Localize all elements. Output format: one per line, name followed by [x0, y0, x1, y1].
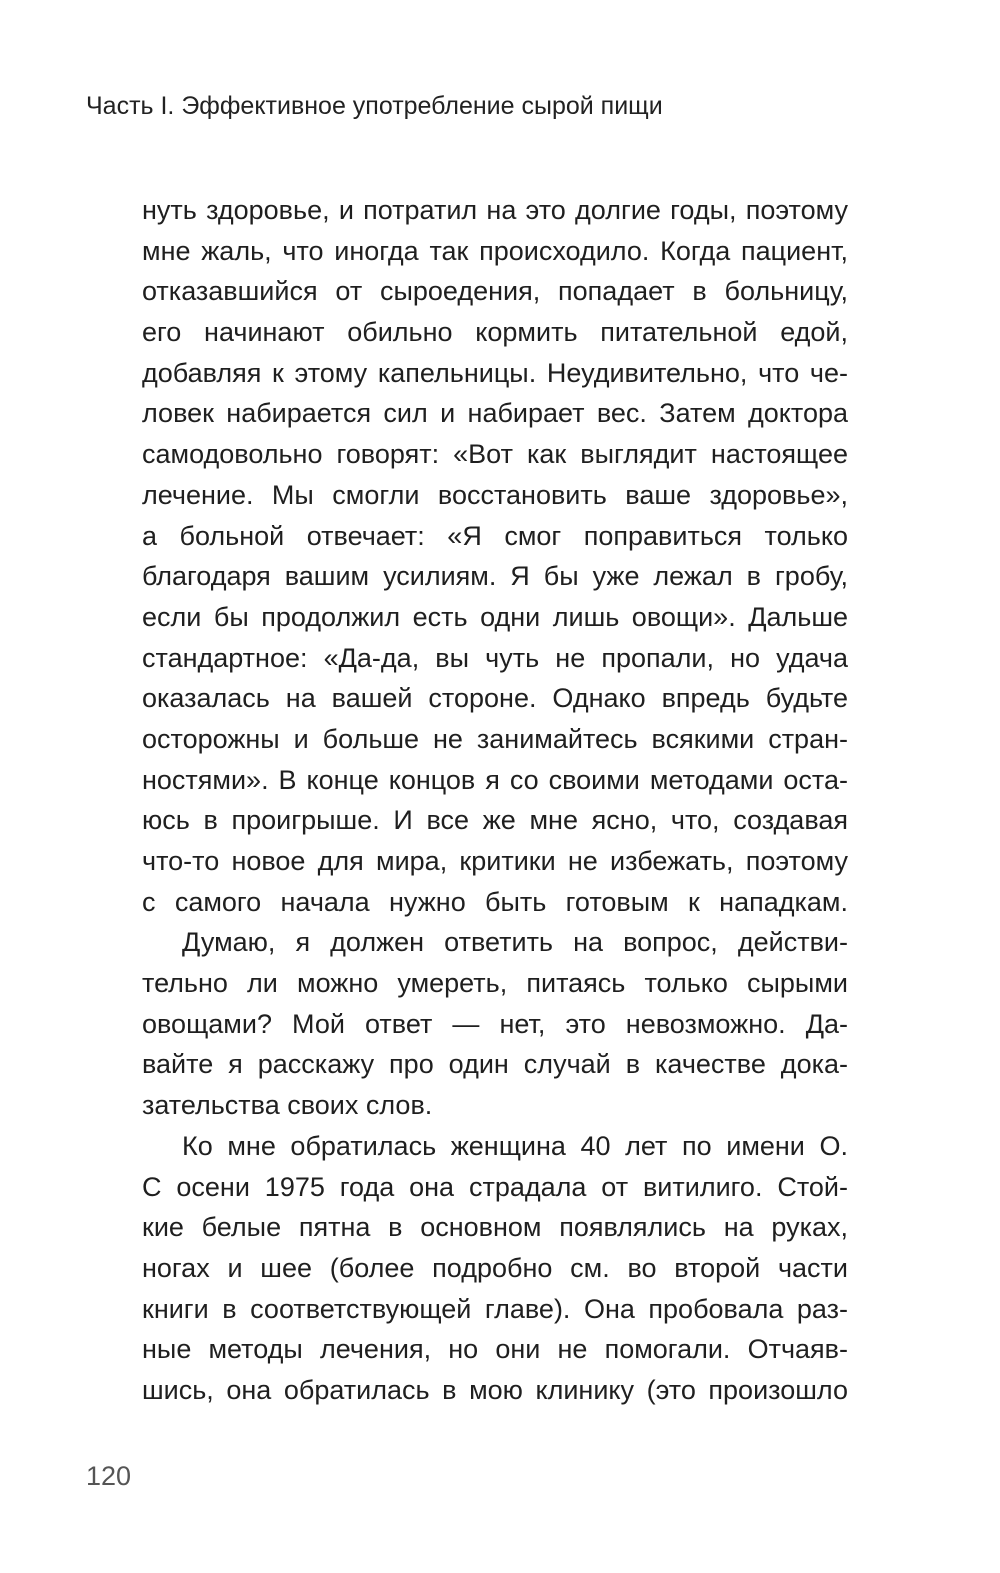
text-line: юсь в проигрыше. И все же мне ясно, что, создавая [142, 805, 848, 836]
text-line: тельно ли можно умереть, питаясь только сырыми [142, 968, 848, 999]
text-line: с самого начала нужно быть готовым к нападкам. [142, 886, 848, 917]
text-line: С осени 1975 года она страдала от витилиго. Стой- [142, 1171, 848, 1202]
text-line: нуть здоровье, и потратил на это долгие годы, поэтому [142, 195, 848, 225]
text-line: отказавшийся от сыроедения, попадает в больницу, [142, 276, 848, 307]
running-header-title: Часть I. Эффективное употребление сырой пищи [86, 92, 663, 120]
text-line: лечение. Мы смогли восстановить ваше здоровье», [142, 479, 848, 510]
text-line: зательства своих слов. [142, 1090, 433, 1121]
text-line: оказалась на вашей стороне. Однако впредь будьте [142, 683, 848, 714]
text-line: овощами? Мой ответ — нет, это невозможно. Да- [142, 1008, 848, 1039]
text-line: его начинают обильно кормить питательной едой, [142, 317, 848, 348]
text-line: ловек набирается сил и набирает вес. Затем доктора [142, 398, 848, 429]
text-line: осторожны и больше не занимайтесь всякими стран- [142, 723, 848, 754]
text-line: благодаря вашим усилиям. Я бы уже лежал в гробу, [142, 561, 848, 592]
text-line: шись, она обратилась в мою клинику (это произошло [142, 1374, 848, 1405]
text-line: что-то новое для мира, критики не избежать, поэтому [142, 846, 848, 876]
text-line: а больной отвечает: «Я смог поправиться только [142, 520, 848, 551]
text-line: Ко мне обратилась женщина 40 лет по имени О. [182, 1130, 848, 1161]
text-line: ностями». В конце концов я со своими методами оста- [142, 764, 848, 795]
body-text [142, 190, 848, 1411]
text-line: самодовольно говорят: «Вот как выглядит настоящее [142, 439, 848, 470]
text-line: добавляя к этому капельницы. Неудивительно, что че- [142, 357, 848, 388]
paragraph-1 [142, 190, 848, 922]
paragraph-3 [142, 1126, 848, 1411]
text-line: вайте я расскажу про один случай в качестве дока- [142, 1049, 848, 1080]
text-line: мне жаль, что иногда так происходило. Когда пациент, [142, 235, 848, 266]
text-line: кие белые пятна в основном появлялись на руках, [142, 1212, 848, 1243]
text-line: стандартное: «Да-да, вы чуть не пропали, но удача [142, 642, 848, 673]
text-line: ногах и шее (более подробно см. во второй части [142, 1252, 848, 1283]
text-line: книги в соответствующей главе). Она пробовала раз- [142, 1293, 848, 1324]
page-number: 120 [86, 1461, 132, 1491]
paragraph-2 [142, 922, 848, 1125]
text-line: Думаю, я должен ответить на вопрос, действи- [182, 927, 848, 958]
text-line: если бы продолжил есть одни лишь овощи». Дальше [142, 601, 848, 632]
text-line: ные методы лечения, но они не помогали. Отчаяв- [142, 1334, 848, 1365]
